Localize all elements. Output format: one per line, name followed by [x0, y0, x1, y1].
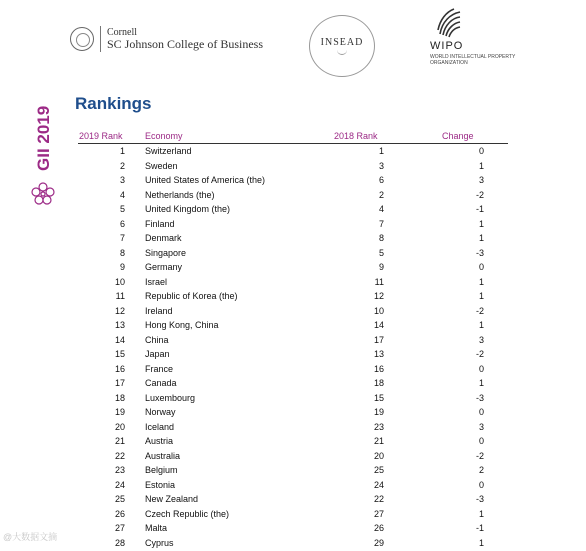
cell-economy: Malta [145, 523, 168, 533]
table-row [0, 144, 586, 159]
cell-change: 0 [478, 479, 484, 490]
cell-economy: Canada [145, 378, 177, 388]
table-row [0, 492, 586, 507]
cell-2019-rank: 20 [114, 421, 125, 432]
table-row [0, 275, 586, 290]
cell-economy: Singapore [145, 247, 187, 258]
cell-2018-rank: 15 [373, 392, 384, 403]
cell-2019-rank: 28 [114, 537, 125, 548]
cell-change: 1 [478, 508, 484, 519]
insead-logo [309, 15, 375, 77]
insead-swoosh-icon [337, 50, 347, 55]
table-row [0, 333, 586, 348]
table-row [0, 318, 586, 333]
table-row [0, 507, 586, 522]
cell-change: 1 [478, 537, 484, 548]
cell-2018-rank: 19 [373, 407, 384, 417]
cell-2019-rank: 6 [119, 218, 125, 229]
cell-2019-rank: 26 [114, 508, 125, 519]
cell-2019-rank: 5 [119, 204, 125, 214]
wipo-globe-icon [436, 8, 462, 38]
cell-2018-rank: 10 [373, 305, 384, 316]
table-header [0, 131, 586, 143]
cell-change: -2 [475, 305, 484, 316]
table-row [0, 362, 586, 377]
cell-2019-rank: 4 [119, 189, 125, 200]
cell-change: -1 [475, 523, 484, 533]
table-row [0, 246, 586, 261]
cell-change: 0 [478, 262, 484, 272]
cell-change: 1 [478, 233, 484, 243]
table-row [0, 289, 586, 304]
cell-2019-rank: 27 [114, 523, 125, 533]
table-row [0, 217, 586, 232]
cell-2018-rank: 12 [373, 291, 384, 301]
cell-2019-rank: 18 [114, 392, 125, 403]
cell-2018-rank: 1 [378, 146, 384, 156]
table-row [0, 173, 586, 188]
cell-2018-rank: 24 [373, 479, 384, 490]
cell-economy: Czech Republic (the) [145, 508, 230, 519]
wipo-subtitle: WORLD INTELLECTUAL PROPERTY ORGANIZATION [430, 54, 516, 66]
cell-2018-rank: 2 [378, 189, 384, 200]
cell-economy: United States of America (the) [145, 175, 266, 185]
cell-change: -2 [475, 189, 484, 200]
cornell-school: SC Johnson College of Business [107, 36, 264, 51]
cell-2018-rank: 17 [373, 334, 384, 345]
column-header-2018-rank: 2018 Rank [334, 131, 378, 141]
cell-2019-rank: 21 [114, 436, 125, 446]
cell-change: 0 [478, 363, 484, 374]
cell-2019-rank: 16 [114, 363, 125, 374]
cell-change: 1 [478, 218, 484, 229]
cell-economy: Japan [145, 349, 170, 359]
cell-economy: Denmark [145, 233, 182, 243]
cell-2019-rank: 25 [114, 494, 125, 504]
cell-2018-rank: 4 [378, 204, 384, 214]
table-row [0, 536, 586, 551]
watermark: @大数据文摘 [3, 532, 58, 542]
cell-2018-rank: 22 [373, 494, 384, 504]
cell-economy: Cyprus [145, 537, 174, 548]
cell-change: 1 [478, 291, 484, 301]
cell-2018-rank: 25 [373, 465, 384, 475]
cell-2018-rank: 29 [373, 537, 384, 548]
cell-2018-rank: 14 [373, 320, 384, 330]
cell-2018-rank: 11 [374, 276, 384, 287]
cell-2018-rank: 16 [373, 363, 384, 374]
table-row [0, 376, 586, 391]
cell-2018-rank: 21 [373, 436, 384, 446]
cell-change: 3 [478, 421, 484, 432]
cell-economy: Norway [145, 407, 176, 417]
cell-change: 0 [478, 436, 484, 446]
cell-economy: Iceland [145, 421, 175, 432]
cell-2018-rank: 9 [378, 262, 384, 272]
table-row [0, 159, 586, 174]
cornell-name: Cornell [107, 26, 137, 38]
cell-change: -3 [475, 494, 484, 504]
table-row [0, 405, 586, 420]
cell-change: 1 [478, 276, 484, 287]
table-row [0, 202, 586, 217]
cell-2019-rank: 15 [114, 349, 125, 359]
cell-2019-rank: 7 [119, 233, 125, 243]
cell-economy: Republic of Korea (the) [145, 291, 238, 301]
cell-change: 1 [478, 160, 484, 171]
cell-economy: Austria [145, 436, 174, 446]
cell-economy: Belgium [145, 465, 178, 475]
wipo-wordmark: WIPO [430, 40, 464, 52]
cell-economy: Australia [145, 450, 181, 461]
table-row [0, 449, 586, 464]
table-row [0, 434, 586, 449]
gii-year-label: GII 2019 [34, 105, 53, 171]
cell-2018-rank: 5 [378, 247, 384, 258]
cell-2019-rank: 13 [114, 320, 125, 330]
cornell-seal-icon [70, 27, 94, 51]
cell-2019-rank: 8 [119, 247, 125, 258]
cell-economy: France [145, 363, 174, 374]
column-header-economy: Economy [145, 131, 183, 141]
cell-2018-rank: 23 [373, 421, 384, 432]
cell-change: -2 [475, 450, 484, 461]
cell-change: 1 [478, 320, 484, 330]
cell-change: 1 [478, 378, 484, 388]
table-row [0, 347, 586, 362]
cell-2019-rank: 19 [114, 407, 125, 417]
cell-2018-rank: 20 [373, 450, 384, 461]
table-row [0, 231, 586, 246]
table-row [0, 188, 586, 203]
cell-2019-rank: 10 [114, 276, 125, 287]
cell-2019-rank: 2 [119, 160, 125, 171]
cell-economy: United Kingdom (the) [145, 204, 231, 214]
cell-economy: Netherlands (the) [145, 189, 215, 200]
wipo-logo [430, 8, 550, 70]
cell-2019-rank: 11 [115, 291, 125, 301]
cell-change: 3 [478, 334, 484, 345]
cell-economy: Sweden [145, 160, 178, 171]
table-row [0, 420, 586, 435]
cell-economy: Finland [145, 218, 175, 229]
cell-2019-rank: 17 [114, 378, 125, 388]
cell-economy: Estonia [145, 479, 176, 490]
cell-2018-rank: 18 [373, 378, 384, 388]
cell-change: -3 [475, 247, 484, 258]
cell-economy: Germany [145, 262, 183, 272]
cell-change: 3 [478, 175, 484, 185]
page-title: Rankings [75, 94, 152, 113]
table-row [0, 478, 586, 493]
cell-change: 0 [478, 146, 484, 156]
column-header-2019-rank: 2019 Rank [79, 131, 123, 141]
cell-2019-rank: 22 [114, 450, 125, 461]
cornell-divider [100, 26, 101, 52]
table-row [0, 521, 586, 536]
cell-change: -2 [475, 349, 484, 359]
cell-economy: China [145, 334, 169, 345]
cell-change: -1 [475, 204, 484, 214]
cornell-wordmark [107, 27, 263, 51]
cell-2018-rank: 8 [378, 233, 384, 243]
cell-economy: Switzerland [145, 146, 192, 156]
insead-wordmark: INSEAD [320, 37, 364, 48]
cell-economy: Luxembourg [145, 392, 196, 403]
cell-2018-rank: 27 [373, 508, 384, 519]
cell-2018-rank: 6 [378, 175, 384, 185]
cell-change: 2 [478, 465, 484, 475]
cell-2018-rank: 26 [373, 523, 384, 533]
cell-2018-rank: 3 [378, 160, 384, 171]
table-row [0, 391, 586, 406]
column-header-change: Change [442, 131, 474, 141]
cell-2019-rank: 24 [114, 479, 125, 490]
cell-economy: New Zealand [145, 494, 199, 504]
cell-2019-rank: 14 [114, 334, 125, 345]
cornell-logo [70, 26, 263, 52]
cell-change: -3 [475, 392, 484, 403]
cell-2019-rank: 3 [119, 175, 125, 185]
table-row [0, 463, 586, 478]
table-row [0, 304, 586, 319]
cell-2019-rank: 1 [119, 146, 125, 156]
cell-2019-rank: 23 [114, 465, 125, 475]
cell-economy: Ireland [145, 305, 173, 316]
cell-change: 0 [478, 407, 484, 417]
cell-2019-rank: 9 [119, 262, 125, 272]
cell-economy: Hong Kong, China [145, 320, 219, 330]
cell-economy: Israel [145, 276, 168, 287]
cell-2018-rank: 7 [378, 218, 384, 229]
cell-2018-rank: 13 [373, 349, 384, 359]
table-row [0, 260, 586, 275]
cell-2019-rank: 12 [114, 305, 125, 316]
